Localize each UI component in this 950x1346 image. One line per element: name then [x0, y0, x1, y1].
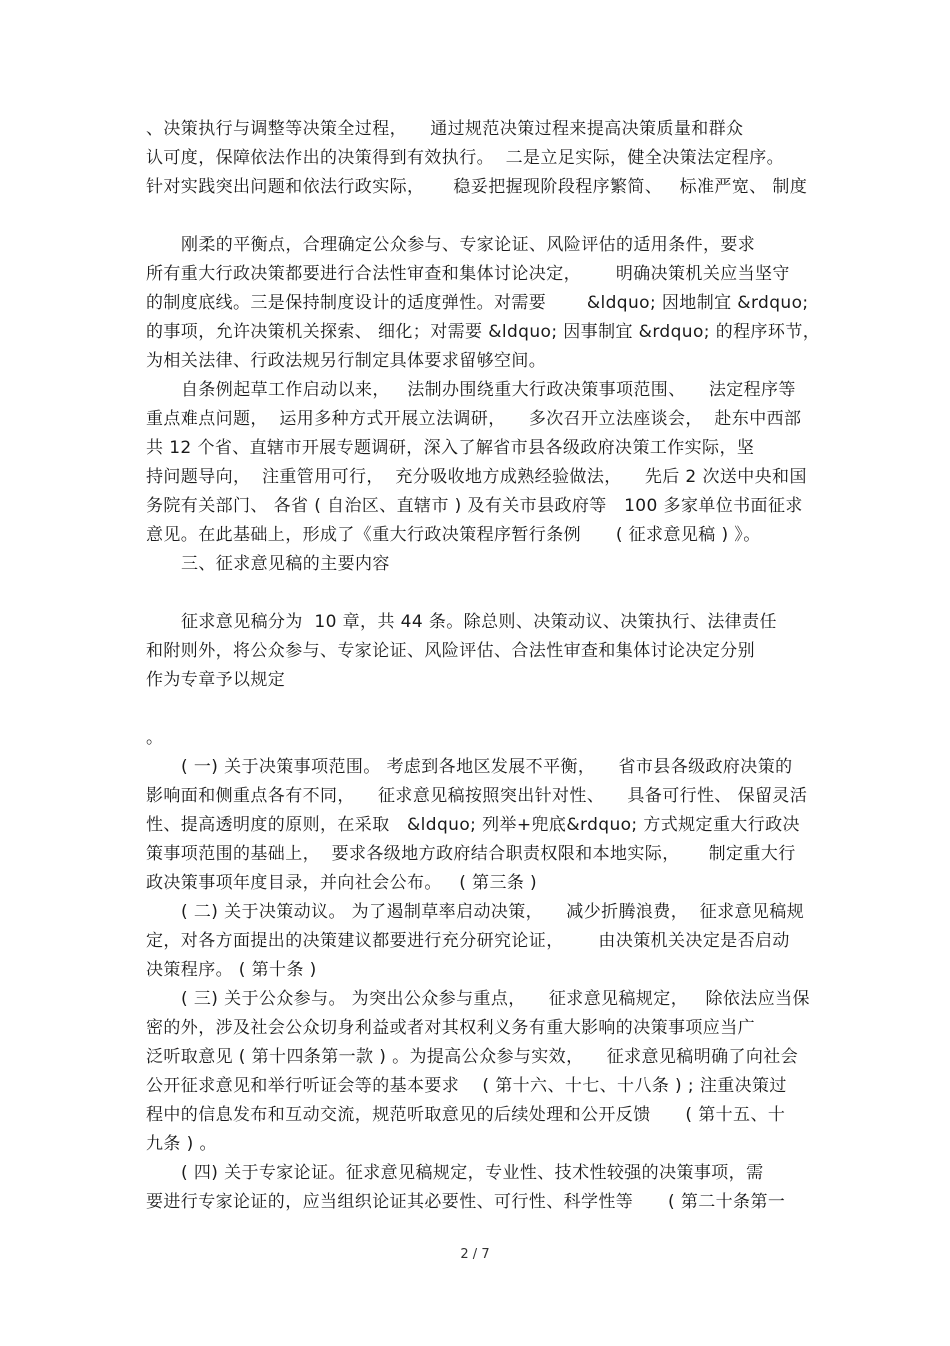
paragraph-line: 、决策执行与调整等决策全过程， 通过规范决策过程来提高决策质量和群众 [146, 119, 744, 139]
paragraph-line: ( 四) 关于专家论证。征求意见稿规定，专业性、技术性较强的决策事项，需 [181, 1163, 764, 1183]
paragraph-line: 政决策事项年度目录，并向社会公布。 ( 第三条 ) [146, 873, 538, 893]
paragraph-line: 所有重大行政决策都要进行合法性审查和集体讨论决定， 明确决策机关应当坚守 [146, 264, 790, 284]
paragraph-line: 重点难点问题， 运用多种方式开展立法调研， 多次召开立法座谈会， 赴东中西部 [146, 409, 802, 429]
paragraph-line: 策事项范围的基础上， 要求各级地方政府结合职责权限和本地实际， 制定重大行 [146, 844, 796, 864]
paragraph-line: 决策程序。 ( 第十条 ) [146, 960, 317, 980]
paragraph-line: 程中的信息发布和互动交流，规范听取意见的后续处理和公开反馈 ( 第十五、十 [146, 1105, 786, 1125]
paragraph-line: 公开征求意见和举行听证会等的基本要求 ( 第十六、十七、十八条 ) ; 注重决策过 [146, 1076, 787, 1096]
paragraph-line: 作为专章予以规定 [146, 670, 286, 690]
paragraph-line: ( 一) 关于决策事项范围。 考虑到各地区发展不平衡， 省市县各级政府决策的 [181, 757, 793, 777]
paragraph-line: 。 [146, 728, 164, 748]
paragraph-line: 认可度，保障依法作出的决策得到有效执行。 二是立足实际，健全决策法定程序。 [146, 148, 785, 168]
paragraph-line: 征求意见稿分为 10 章，共 44 条。除总则、决策动议、决策执行、法律责任 [181, 612, 777, 632]
paragraph-line: 密的外，涉及社会公众切身利益或者对其权利义务有重大影响的决策事项应当广 [146, 1018, 755, 1038]
paragraph-line: ( 三) 关于公众参与。 为突出公众参与重点， 征求意见稿规定， 除依法应当保 [181, 989, 810, 1009]
section-heading: 三、征求意见稿的主要内容 [181, 554, 390, 574]
paragraph-line: 泛听取意见 ( 第十四条第一款 ) 。为提高公众参与实效， 征求意见稿明确了向社会 [146, 1047, 799, 1067]
paragraph-line: 九条 ) 。 [146, 1134, 217, 1154]
paragraph-line: 意见。在此基础上，形成了《重大行政决策程序暂行条例 ( 征求意见稿 ) 》。 [146, 525, 761, 545]
paragraph-line: 影响面和侧重点各有不同， 征求意见稿按照突出针对性、 具备可行性、 保留灵活 [146, 786, 808, 806]
paragraph-line: 要进行专家论证的，应当组织论证其必要性、可行性、科学性等 ( 第二十条第一 [146, 1192, 786, 1212]
paragraph-line: 的制度底线。三是保持制度设计的适度弹性。对需要 &ldquo; 因地制宜 &rdquo; [146, 293, 809, 313]
paragraph-line: 刚柔的平衡点，合理确定公众参与、专家论证、风险评估的适用条件，要求 [181, 235, 756, 255]
paragraph-line: 性、提高透明度的原则，在采取 &ldquo; 列举+兜底&rdquo; 方式规定重大行政决 [146, 815, 800, 835]
paragraph-line: 务院有关部门、 各省 ( 自治区、直辖市 ) 及有关市县政府等 100 多家单位书面征求 [146, 496, 803, 516]
paragraph-line: 为相关法律、行政法规另行制定具体要求留够空间。 [146, 351, 547, 371]
paragraph-line: 定，对各方面提出的决策建议都要进行充分研究论证， 由决策机关决定是否启动 [146, 931, 790, 951]
paragraph-line: 持问题导向， 注重管用可行， 充分吸收地方成熟经验做法， 先后 2 次送中央和国 [146, 467, 807, 487]
paragraph-line: 共 12 个省、直辖市开展专题调研，深入了解省市县各级政府决策工作实际，坚 [146, 438, 755, 458]
paragraph-line: 针对实践突出问题和依法行政实际， 稳妥把握现阶段程序繁简、 标准严宽、 制度 [146, 177, 808, 197]
paragraph-line: 的事项，允许决策机关探索、 细化；对需要 &ldquo; 因事制宜 &rdquo; 的程序环节， [146, 322, 821, 342]
page-number: 2 / 7 [460, 1247, 490, 1262]
paragraph-line: ( 二) 关于决策动议。 为了遏制草率启动决策， 减少折腾浪费， 征求意见稿规 [181, 902, 805, 922]
paragraph-line: 和附则外，将公众参与、专家论证、风险评估、合法性审查和集体讨论决定分别 [146, 641, 755, 661]
paragraph-line: 自条例起草工作启动以来， 法制办围绕重大行政决策事项范围、 法定程序等 [181, 380, 796, 400]
